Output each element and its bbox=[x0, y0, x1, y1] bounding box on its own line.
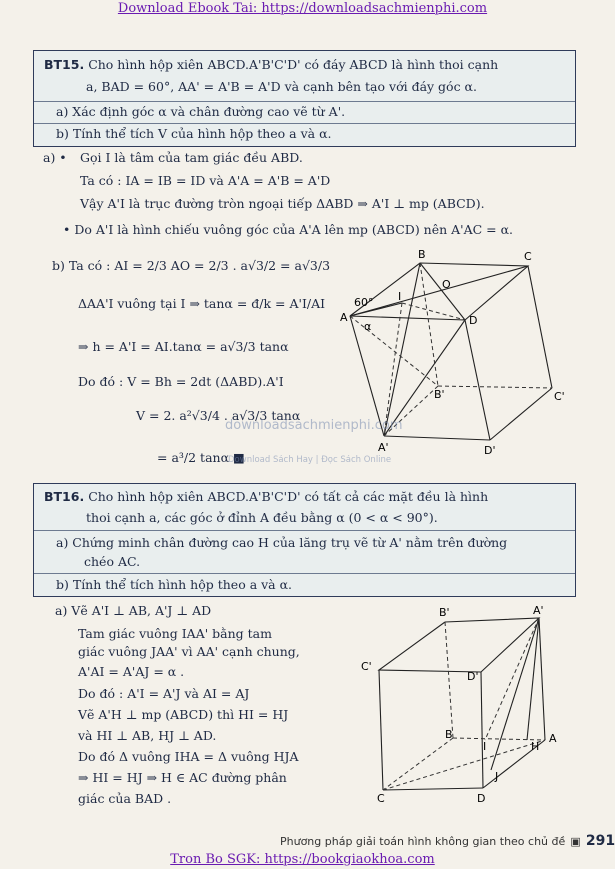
bt16-statement-line1 bbox=[44, 489, 488, 504]
sol15-b5: V = 2. a²√3/4 . a√3/3 tanα bbox=[136, 408, 301, 423]
header-download-link[interactable]: Download Ebook Tai: https://downloadsachmienphi.com bbox=[117, 1, 488, 16]
sol16-l3: giác vuông JAA' vì AA' cạnh chung, bbox=[78, 644, 300, 659]
sol16-l7: và HI ⊥ AB, HJ ⊥ AD. bbox=[78, 728, 217, 743]
sol16-l1: a) Vẽ A'I ⊥ AB, A'J ⊥ AD bbox=[55, 603, 212, 618]
fig1-label-b: B bbox=[418, 248, 426, 261]
sol16-l5: Do đó : A'I = A'J và AI = AJ bbox=[78, 686, 250, 701]
fig2-label-h: H bbox=[531, 740, 540, 753]
footer-text: Phương pháp giải toán hình không gian theo chủ đề bbox=[280, 835, 566, 848]
sol15-b1: b) Ta có : AI = 2/3 AO = 2/3 . a√3/2 = a√3/3 bbox=[52, 258, 331, 273]
sol16-l4: A'AI = A'AJ = α . bbox=[78, 664, 185, 679]
fig2-label-c-prime: C' bbox=[361, 660, 372, 673]
fig1-label-c-prime: C' bbox=[554, 390, 565, 403]
divider bbox=[34, 123, 575, 124]
fig2-label-i: I bbox=[483, 740, 487, 753]
fig1-label-c: C bbox=[524, 250, 532, 263]
bt16-statement-1: Cho hình hộp xiên ABCD.A'B'C'D' có tất cả các mặt đều là hình bbox=[88, 489, 489, 504]
bt16-statement-2: thoi cạnh a, các góc ở đỉnh A đều bằng α (0 < α < 90°). bbox=[86, 510, 438, 525]
fig1-label-60deg: 60° bbox=[354, 296, 374, 309]
fig1-label-d-prime: D' bbox=[484, 444, 496, 457]
fig2-label-a: A bbox=[549, 732, 557, 745]
fig2-label-a-prime: A' bbox=[533, 604, 544, 617]
watermark-tagline: Download Sách Hay | Đọc Sách Online bbox=[228, 455, 392, 465]
fig2-label-c: C bbox=[377, 792, 385, 805]
book-icon: ▣ bbox=[570, 835, 581, 848]
bt16-parallelepiped-figure bbox=[355, 600, 575, 805]
page-footer bbox=[280, 830, 615, 849]
sol15-b6: = a³/2 tanα ■ bbox=[157, 450, 245, 465]
sol16-l8: Do đó Δ vuông IHA = Δ vuông HJA bbox=[78, 749, 299, 764]
bt16-part-a-1: a) Chứng minh chân đường cao H của lăng trụ vẽ từ A' nằm trên đường bbox=[56, 535, 508, 550]
sol16-l2: Tam giác vuông IAA' bằng tam bbox=[78, 626, 272, 641]
sol15-a4: • Do A'I là hình chiếu vuông góc của A'A lên mp (ABCD) nên A'AC = α. bbox=[63, 222, 514, 237]
footer-sgk-link[interactable]: Tron Bo SGK: https://bookgiaokhoa.com bbox=[170, 852, 435, 867]
bt15-statement-2: a, BAD = 60°, AA' = A'B = A'D và cạnh bên tạo với đáy góc α. bbox=[86, 79, 477, 94]
sol16-l10: giác của BAD . bbox=[78, 791, 172, 806]
bt15-part-a: a) Xác định góc α và chân đường cao vẽ từ A'. bbox=[56, 104, 346, 119]
divider bbox=[34, 530, 575, 531]
bt16-part-a-2: chéo AC. bbox=[84, 554, 141, 569]
bt15-label: BT15. bbox=[44, 57, 85, 72]
fig2-label-j: J bbox=[495, 770, 499, 783]
sol15-b4: Do đó : V = Bh = 2dt (ΔABD).A'I bbox=[78, 374, 284, 389]
bt15-part-b: b) Tính thể tích V của hình hộp theo a và α. bbox=[56, 126, 332, 141]
sol16-l9: ⇒ HI = HJ ⇒ H ∈ AC đường phân bbox=[78, 770, 287, 785]
bt15-problem-box bbox=[33, 50, 576, 147]
bt16-problem-box bbox=[33, 483, 576, 597]
sol15-b2: ΔAA'I vuông tại I ⇒ tanα = đ/k = A'I/AI bbox=[78, 296, 326, 311]
watermark-site: downloadsachmienphi.com bbox=[225, 418, 403, 433]
fig2-label-b: B bbox=[445, 728, 453, 741]
fig1-label-a-prime: A' bbox=[378, 441, 389, 454]
divider bbox=[34, 101, 575, 102]
sol15-a1: Gọi I là tâm của tam giác đều ABD. bbox=[80, 150, 303, 165]
fig1-label-alpha: α bbox=[364, 320, 372, 333]
sol15-a3: Vậy A'I là trục đường tròn ngoại tiếp ΔABD ⇒ A'I ⊥ mp (ABCD). bbox=[80, 196, 485, 211]
fig2-label-d: D bbox=[477, 792, 486, 805]
bt15-statement-1: Cho hình hộp xiên ABCD.A'B'C'D' có đáy ABCD là hình thoi cạnh bbox=[88, 57, 499, 72]
divider bbox=[34, 573, 575, 574]
sol15-a-label: a) • bbox=[43, 150, 67, 165]
page-number: 291 bbox=[585, 833, 615, 849]
fig1-label-i: I bbox=[398, 290, 402, 303]
bt16-label: BT16. bbox=[44, 489, 85, 504]
fig1-label-b-prime: B' bbox=[434, 388, 445, 401]
bt15-statement-line1 bbox=[44, 57, 498, 72]
fig1-label-d: D bbox=[469, 314, 478, 327]
fig2-label-d-prime: D' bbox=[467, 670, 479, 683]
fig2-label-b-prime: B' bbox=[439, 606, 450, 619]
bt16-part-b: b) Tính thể tích hình hộp theo a và α. bbox=[56, 577, 293, 592]
sol15-a2: Ta có : IA = IB = ID và A'A = A'B = A'D bbox=[80, 173, 331, 188]
fig1-label-o: O bbox=[442, 278, 451, 291]
fig1-label-a: A bbox=[340, 311, 348, 324]
sol16-l6: Vẽ A'H ⊥ mp (ABCD) thì HI = HJ bbox=[78, 707, 289, 722]
sol15-b3: ⇒ h = A'I = AI.tanα = a√3/3 tanα bbox=[78, 339, 289, 354]
